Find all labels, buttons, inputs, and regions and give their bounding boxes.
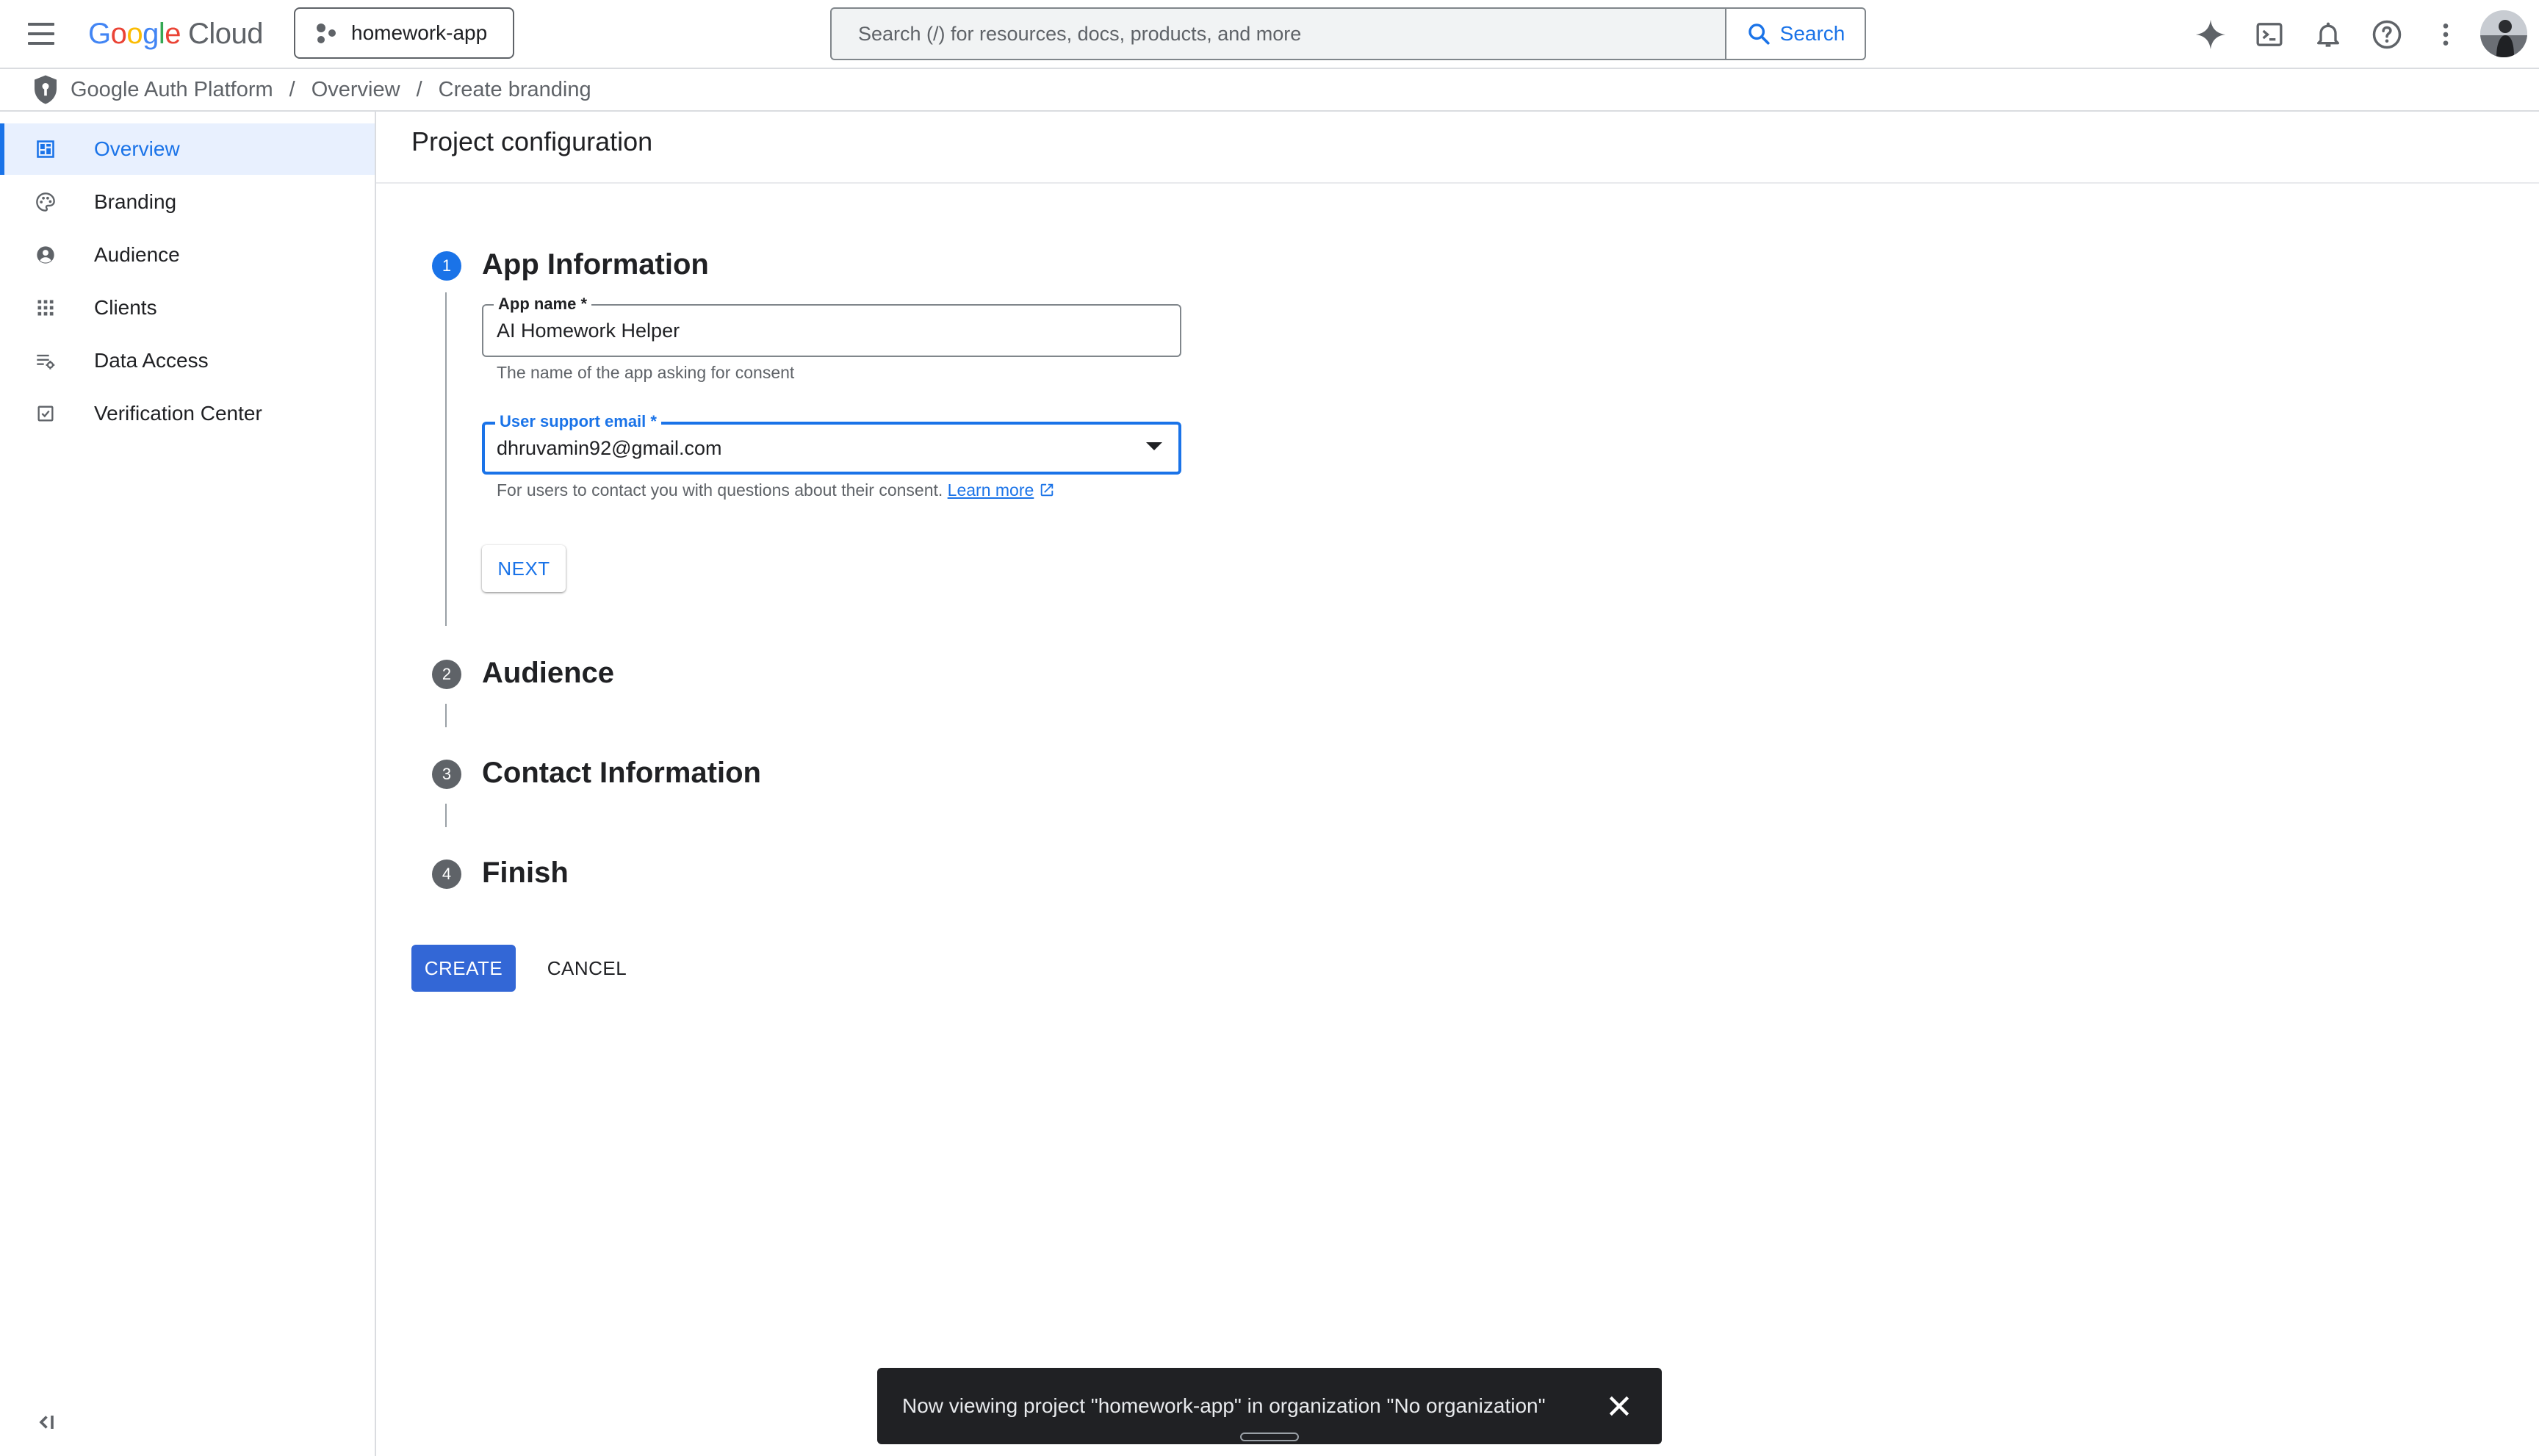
dropdown-arrow-icon[interactable] bbox=[1146, 442, 1162, 450]
step-connector bbox=[445, 292, 447, 626]
project-picker-button[interactable] bbox=[294, 7, 514, 59]
more-vert-icon[interactable] bbox=[2427, 16, 2464, 53]
close-icon[interactable] bbox=[1605, 1391, 1634, 1421]
search-button[interactable] bbox=[1725, 7, 1866, 60]
step-2-number: 2 bbox=[432, 660, 461, 689]
checkbox-icon bbox=[35, 403, 56, 424]
step-3-title[interactable]: Contact Information bbox=[482, 757, 761, 789]
breadcrumb-create-branding: Create branding bbox=[438, 77, 591, 101]
support-email-select[interactable] bbox=[482, 412, 1181, 475]
step-1-number: 1 bbox=[432, 251, 461, 281]
sidebar-item-audience[interactable] bbox=[0, 229, 375, 281]
breadcrumb bbox=[0, 69, 2539, 112]
sidebar-item-branding[interactable] bbox=[0, 176, 375, 228]
step-3-number: 3 bbox=[432, 760, 461, 789]
snackbar bbox=[877, 1368, 1662, 1444]
support-email-label: User support email * bbox=[495, 413, 661, 430]
step-1-title[interactable]: App Information bbox=[482, 248, 709, 281]
title-divider bbox=[376, 182, 2539, 184]
app-name-label: App name * bbox=[494, 295, 591, 313]
sidebar-item-verification-center[interactable] bbox=[0, 388, 375, 439]
search-input[interactable] bbox=[830, 7, 1725, 60]
apps-grid-icon bbox=[35, 298, 56, 318]
breadcrumb-separator: / bbox=[416, 77, 422, 101]
top-app-bar bbox=[0, 0, 2539, 69]
gemini-icon[interactable] bbox=[2192, 16, 2229, 53]
support-email-helper bbox=[497, 480, 1055, 500]
step-connector bbox=[445, 704, 447, 727]
create-button[interactable]: CREATE bbox=[411, 945, 516, 992]
step-4-title[interactable]: Finish bbox=[482, 857, 569, 889]
sidebar-item-label: Verification Center bbox=[94, 402, 262, 425]
step-2-title[interactable]: Audience bbox=[482, 657, 615, 689]
app-name-helper: The name of the app asking for consent bbox=[497, 363, 795, 382]
search-button-label: Search bbox=[1779, 22, 1845, 45]
project-nodes-icon bbox=[314, 21, 338, 45]
sidebar bbox=[0, 112, 376, 1456]
cancel-button[interactable]: CANCEL bbox=[547, 956, 627, 979]
sidebar-item-data-access[interactable] bbox=[0, 335, 375, 386]
app-name-input[interactable] bbox=[497, 306, 1143, 356]
support-email-value: dhruvamin92@gmail.com bbox=[497, 437, 722, 459]
sidebar-item-label: Data Access bbox=[94, 349, 209, 372]
breadcrumb-separator: / bbox=[289, 77, 295, 101]
palette-icon bbox=[35, 192, 56, 212]
search-icon bbox=[1746, 21, 1771, 46]
step-connector bbox=[445, 804, 447, 827]
dashboard-icon bbox=[35, 139, 56, 159]
list-settings-icon bbox=[35, 350, 56, 371]
page-title: Project configuration bbox=[411, 126, 653, 156]
auth-platform-shield-icon bbox=[32, 74, 59, 105]
notifications-icon[interactable] bbox=[2310, 16, 2347, 53]
step-4-number: 4 bbox=[432, 859, 461, 889]
main-menu-icon[interactable] bbox=[25, 20, 57, 49]
support-email-helper-text: For users to contact you with questions about their consent. bbox=[497, 480, 943, 500]
collapse-sidebar-icon[interactable] bbox=[32, 1409, 59, 1435]
account-circle-icon bbox=[35, 245, 56, 265]
snackbar-message: Now viewing project "homework-app" in organization "No organization" bbox=[902, 1394, 1546, 1417]
sidebar-item-label: Clients bbox=[94, 296, 157, 319]
sidebar-item-label: Audience bbox=[94, 243, 180, 266]
sidebar-item-label: Overview bbox=[94, 137, 180, 160]
external-link-icon bbox=[1039, 482, 1055, 498]
project-name: homework-app bbox=[351, 21, 488, 44]
breadcrumb-overview[interactable]: Overview bbox=[311, 77, 400, 101]
sidebar-item-overview[interactable] bbox=[0, 123, 375, 175]
app-name-field[interactable] bbox=[482, 295, 1181, 357]
cloud-shell-icon[interactable] bbox=[2251, 16, 2288, 53]
search-bar bbox=[830, 7, 1866, 60]
google-cloud-logo[interactable]: Google Cloud bbox=[88, 18, 264, 50]
next-button[interactable]: NEXT bbox=[482, 545, 566, 592]
breadcrumb-google-auth-platform[interactable]: Google Auth Platform bbox=[71, 77, 273, 101]
sidebar-item-label: Branding bbox=[94, 190, 177, 213]
account-avatar[interactable] bbox=[2480, 10, 2527, 57]
logo-cloud-text: Cloud bbox=[188, 18, 264, 50]
learn-more-link[interactable]: Learn more bbox=[947, 480, 1034, 500]
sidebar-item-clients[interactable] bbox=[0, 282, 375, 334]
snackbar-drag-handle bbox=[1240, 1432, 1299, 1441]
help-icon[interactable] bbox=[2369, 16, 2405, 53]
